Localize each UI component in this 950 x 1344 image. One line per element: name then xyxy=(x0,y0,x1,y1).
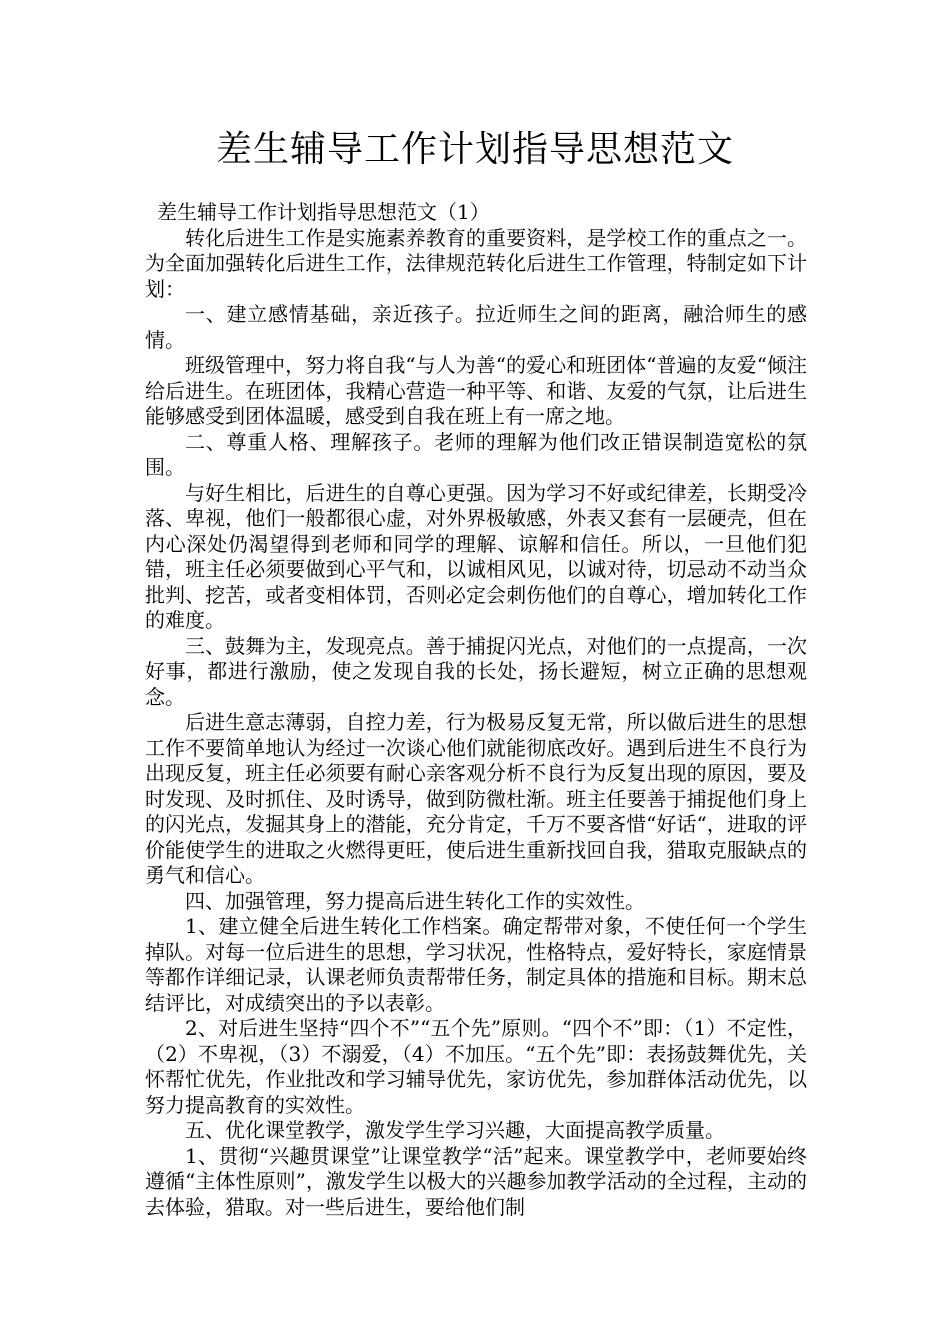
section-heading: 五、优化课堂教学，激发学生学习兴趣，大面提高教学质量。 xyxy=(185,1118,725,1142)
section-heading: 三、鼓舞为主，发现亮点。善于捕捉闪光点，对他们的一点提高，一次好事，都进行激励，使之发现自我的长处，扬长避短，树立正确的思想观念。 xyxy=(145,633,807,709)
document-body xyxy=(145,200,807,1220)
document-title: 差生辅导工作计划指导思想范文 xyxy=(215,129,734,170)
paragraph: 转化后进生工作是实施素养教育的重要资料，是学校工作的重点之一。为全面加强转化后进生工作，法律规范转化后进生工作管理，特制定如下计划： xyxy=(145,225,807,301)
paragraph: 与好生相比，后进生的自尊心更强。因为学习不好或纪律差，长期受冷落、卑视，他们一般都很心虚，对外界极敏感，外表又套有一层硬壳，但在内心深处仍渴望得到老师和同学的理解、谅解和信任。所以，一旦他们犯错，班主任必须要做到心平气和，以诚相风见，以诚对待，切忌动不动当众批判、挖苦，或者变相体罚，否则必定会刺伤他们的自尊心，增加转化工作的难度。 xyxy=(145,480,807,632)
section-heading: 四、加强管理，努力提高后进生转化工作的实效性。 xyxy=(185,888,645,913)
document-subtitle: 差生辅导工作计划指导思想范文（1） xyxy=(157,200,490,224)
section-heading: 一、建立感情基础，亲近孩子。拉近师生之间的距离，融洽师生的感情。 xyxy=(145,302,807,352)
section-heading: 二、尊重人格、理解孩子。老师的理解为他们改正错误制造宽松的氛围。 xyxy=(145,429,807,479)
paragraph: 2、对后进生坚持“四个不”“五个先”原则。“四个不”即：（1）不定性，（2）不卑视，（3）不溺爱，（4）不加压。“五个先”即：表扬鼓舞优先，关怀帮忙优先，作业批改和学习辅导优先，家访优先，参加群体活动优先，以努力提高教育的实效性。 xyxy=(145,1016,807,1117)
paragraph: 1、贯彻“兴趣贯课堂”让课堂教学“活”起来。课堂教学中，老师要始终遵循“主体性原则”，激发学生以极大的兴趣参加教学活动的全过程，主动的去体验，猎取。对一些后进生，要给他们制 xyxy=(145,1143,807,1219)
paragraph: 1、建立健全后进生转化工作档案。确定帮带对象，不使任何一个学生掉队。对每一位后进生的思想，学习状况，性格特点，爱好特长，家庭情景等都作详细记录，认课老师负责帮带任务，制定具体的措施和目标。期末总结评比，对成绩突出的予以表彰。 xyxy=(145,914,807,1015)
paragraph: 班级管理中，努力将自我“与人为善“的爱心和班团体“普遍的友爱“倾注给后进生。在班团体，我精心营造一种平等、和谐、友爱的气氛，让后进生能够感受到团体温暖，感受到自我在班上有一席之地。 xyxy=(145,353,807,428)
paragraph: 后进生意志薄弱，自控力差，行为极易反复无常，所以做后进生的思想工作不要简单地认为经过一次谈心他们就能彻底改好。遇到后进生不良行为出现反复，班主任必须要有耐心亲客观分析不良行为反复出现的原因，要及时发现、及时抓住、及时诱导，做到防微杜渐。班主任要善于捕捉他们身上的闪光点，发掘其身上的潜能，充分肯定，千万不要吝惜“好话“，进取的评价能使学生的进取之火燃得更旺，使后进生重新找回自我，猎取克服缺点的勇气和信心。 xyxy=(145,710,807,887)
